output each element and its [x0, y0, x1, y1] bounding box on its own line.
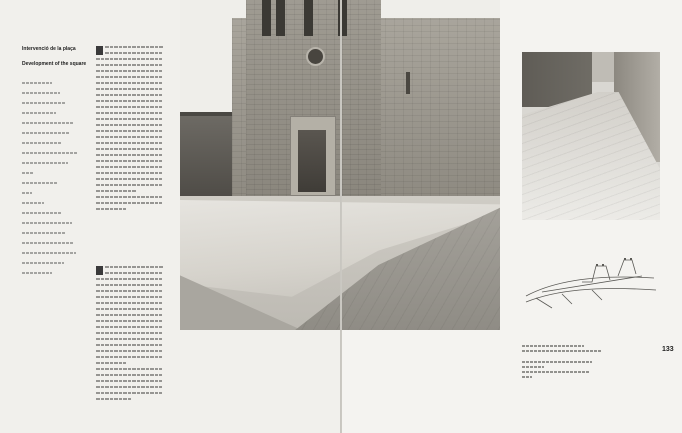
- neighbouring-house: [180, 116, 232, 196]
- body-text-column: [96, 46, 162, 404]
- book-gutter: [340, 0, 342, 433]
- street-photo: [522, 52, 660, 220]
- section-heading-catalan: Intervenció de la plaça: [22, 46, 76, 52]
- plan-drawing: [522, 252, 660, 312]
- drop-cap: [96, 266, 103, 275]
- page-number: 133: [662, 346, 674, 353]
- section-heading-english: Development of the square: [22, 61, 87, 67]
- church-door: [298, 130, 326, 192]
- paragraph-english: [96, 266, 162, 400]
- photo-caption: [522, 345, 622, 381]
- rose-window: [306, 47, 325, 66]
- drop-cap: [96, 46, 103, 55]
- index-lines: [22, 82, 88, 274]
- paragraph-catalan: [96, 46, 162, 210]
- index-column: [22, 46, 88, 282]
